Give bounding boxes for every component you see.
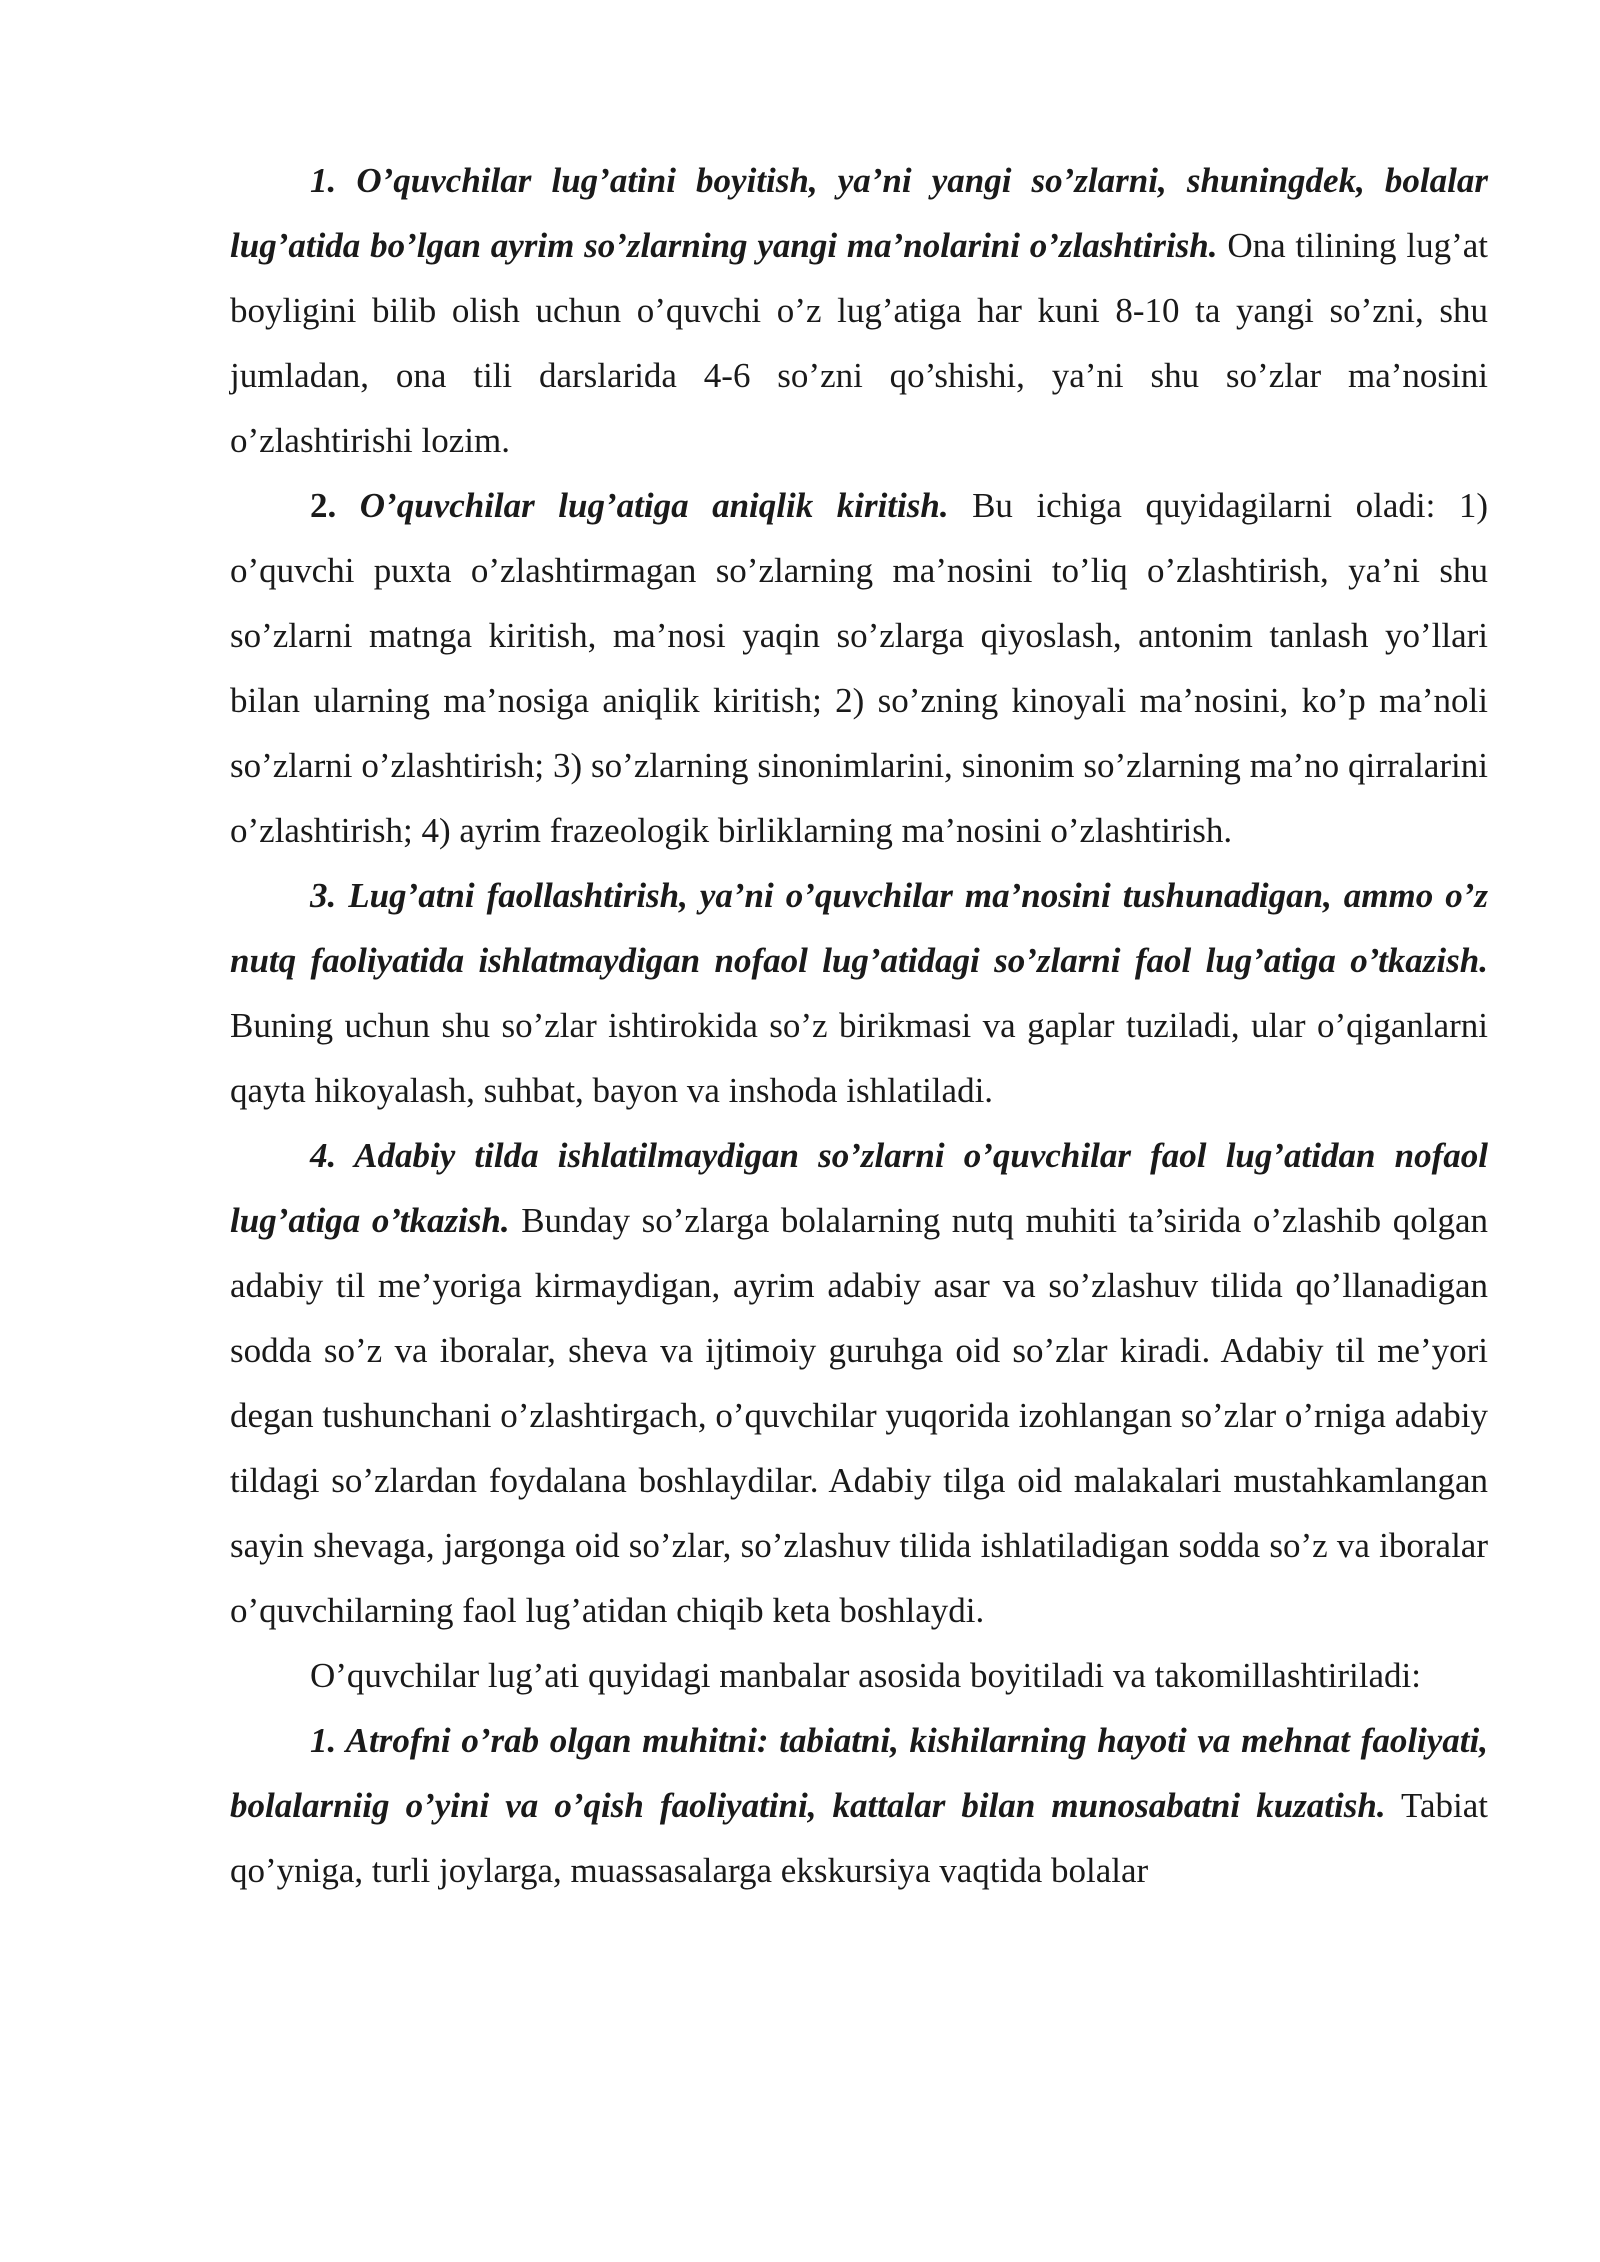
- paragraph-observe-environment: [230, 1708, 1488, 1903]
- paragraph-heading: 4. Adabiy tilda ishlatilmaydigan so’zlarni o’quvchilar faol lug’atidan nofaol lug’atiga o’tkazish.: [230, 1136, 1488, 1240]
- paragraph-text: Bu ichiga quyidagilarni oladi: 1) o’quvchi puxta o’zlashtirmagan so’zlarning ma’nosini to’liq o’zlashtirish, ya’ni shu so’zlarni matnga kiritish, ma’nosi yaqin so’zlarga qiyoslash, antonim tanlash yo’llari bilan ularning ma’nosiga aniqlik kiritish; 2) so’zning kinoyali ma’nosini, ko’p ma’noli so’zlarni o’zlashtirish; 3) so’zlarning sinonimlarini, sinonim so’zlarning ma’no qirralarini o’zlashtirish; 4) ayrim frazeologik birliklarning ma’nosini o’zlashtirish.: [230, 486, 1488, 850]
- paragraph-enrich-vocabulary: [230, 148, 1488, 473]
- paragraph-heading: O’quvchilar lug’atiga aniqlik kiritish.: [336, 486, 949, 525]
- document-page: [230, 148, 1488, 1903]
- paragraph-heading: 1. O’quvchilar lug’atini boyitish, ya’ni yangi so’zlarni, shuningdek, bolalar lug’atida bo’lgan ayrim so’zlarning yangi ma’nolarini o’zlashtirish.: [230, 161, 1488, 265]
- paragraph-non-literary-words: [230, 1123, 1488, 1643]
- paragraph-text: O’quvchilar lug’ati quyidagi manbalar asosida boyitiladi va takomillashtiriladi:: [310, 1656, 1421, 1695]
- paragraph-text: Ona tilining lug’at boyligini bilib olish uchun o’quvchi o’z lug’atiga har kuni 8-10 ta yangi so’zni, shu jumladan, ona tili darslarida 4-6 so’zni qo’shishi, ya’ni shu so’zlar ma’nosini o’zlashtirishi lozim.: [230, 226, 1488, 460]
- paragraph-text: Bunday so’zlarga bolalarning nutq muhiti ta’sirida o’zlashib qolgan adabiy til me’yoriga kirmaydigan, ayrim adabiy asar va so’zlashuv tilida qo’llanadigan sodda so’z va iboralar, sheva va ijtimoiy guruhga oid so’zlar kiradi. Adabiy til me’yori degan tushunchani o’zlashtirgach, o’quvchilar yuqorida izohlangan so’zlar o’rniga adabiy tildagi so’zlardan foydalana boshlaydilar. Adabiy tilga oid malakalari mustahkamlangan sayin shevaga, jargonga oid so’zlar, so’zlashuv tilida ishlatiladigan sodda so’z va iboralar o’quvchilarning faol lug’atidan chiqib keta boshlaydi.: [230, 1201, 1488, 1630]
- paragraph-number: 2.: [310, 486, 337, 525]
- paragraph-activate-vocabulary: [230, 863, 1488, 1123]
- paragraph-sources-intro: [230, 1643, 1488, 1708]
- paragraph-vocabulary-precision: [230, 473, 1488, 863]
- paragraph-text: Buning uchun shu so’zlar ishtirokida so’z birikmasi va gaplar tuziladi, ular o’qiganlarni qayta hikoyalash, suhbat, bayon va inshoda ishlatiladi.: [230, 1006, 1488, 1110]
- paragraph-text: Tabiat qo’yniga, turli joylarga, muassasalarga ekskursiya vaqtida bolalar: [230, 1786, 1488, 1890]
- paragraph-heading: 3. Lug’atni faollashtirish, ya’ni o’quvchilar ma’nosini tushunadigan, ammo o’z nutq faoliyatida ishlatmaydigan nofaol lug’atidagi so’zlarni faol lug’atiga o’tkazish.: [230, 876, 1488, 980]
- paragraph-heading: 1. Atrofni o’rab olgan muhitni: tabiatni, kishilarning hayoti va mehnat faoliyati, bolalarniig o’yini va o’qish faoliyatini, kattalar bilan munosabatni kuzatish.: [230, 1721, 1488, 1825]
